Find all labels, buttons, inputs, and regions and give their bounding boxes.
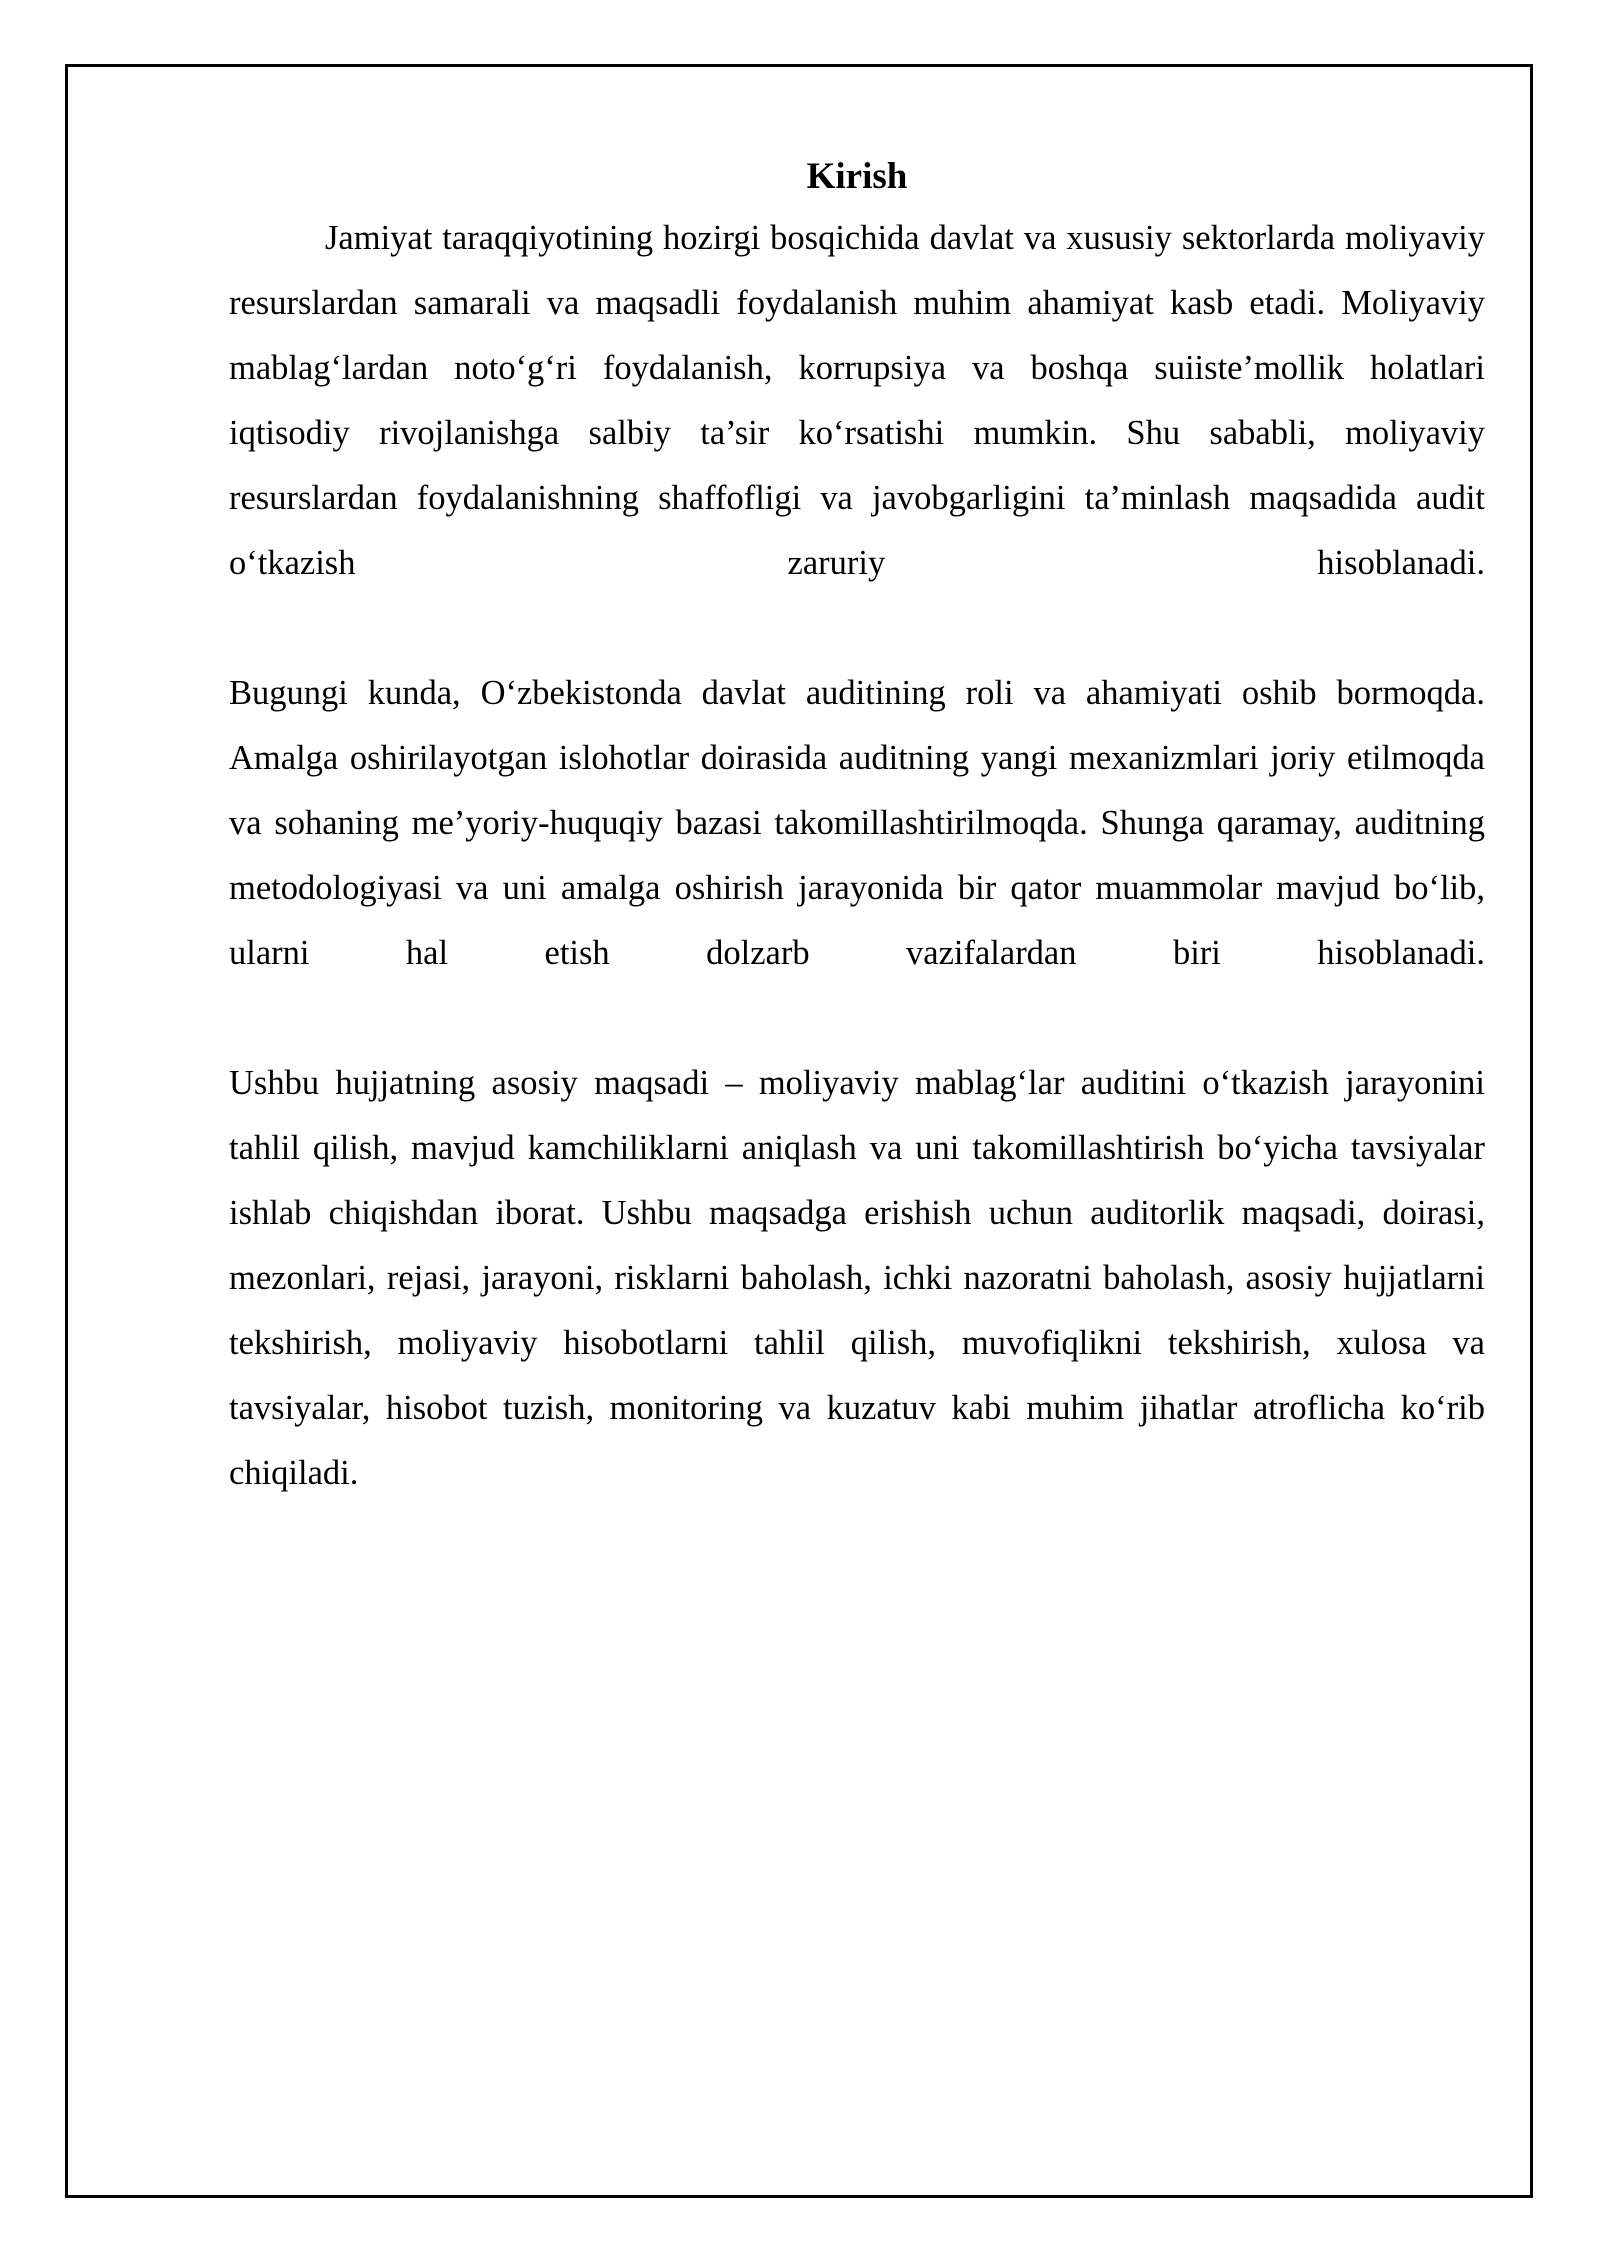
- paragraph-spacer: [229, 986, 1485, 1051]
- document-title: Kirish: [806, 156, 908, 197]
- paragraph-intro: Jamiyat taraqqiyotining hozirgi bosqichida davlat va xususiy sektorlarda moliyaviy resurslardan samarali va maqsadli foydalanish muhim ahamiyat kasb etadi. Moliyaviy mablag‘lardan noto‘g‘ri foydalanish, korrupsiya va boshqa suiiste’mollik holatlari iqtisodiy rivojlanishga salbiy ta’sir ko‘rsatishi mumkin. Shu sababli, moliyaviy resurslardan foydalanishning shaffofligi va javobgarligini ta’minlash maqsadida audit o‘tkazish zaruriy hisoblanadi.: [229, 219, 1485, 582]
- paragraph-spacer: [229, 596, 1485, 661]
- paragraph-state-audit: Bugungi kunda, O‘zbekistonda davlat auditining roli va ahamiyati oshib bormoqda. Amalga oshirilayotgan islohotlar doirasida auditning yangi mexanizmlari joriy etilmoqda va sohaning me’yoriy-huquqiy bazasi takomillashtirilmoqda. Shunga qaramay, auditning metodologiyasi va uni amalga oshirish jarayonida bir qator muammolar mavjud bo‘lib, ularni hal etish dolzarb vazifalardan biri hisoblanadi.: [229, 674, 1485, 972]
- paragraph-purpose: Ushbu hujjatning asosiy maqsadi – moliyaviy mablag‘lar auditini o‘tkazish jarayonini tahlil qilish, mavjud kamchiliklarni aniqlash va uni takomillashtirish bo‘yicha tavsiyalar ishlab chiqishdan iborat. Ushbu maqsadga erishish uchun auditorlik maqsadi, doirasi, mezonlari, rejasi, jarayoni, risklarni baholash, ichki nazoratni baholash, asosiy hujjatlarni tekshirish, moliyaviy hisobotlarni tahlil qilish, muvofiqlikni tekshirish, xulosa va tavsiyalar, hisobot tuzish, monitoring va kuzatuv kabi muhim jihatlar atroflicha ko‘rib chiqiladi.: [229, 1064, 1485, 1492]
- document-body: [229, 148, 1485, 1506]
